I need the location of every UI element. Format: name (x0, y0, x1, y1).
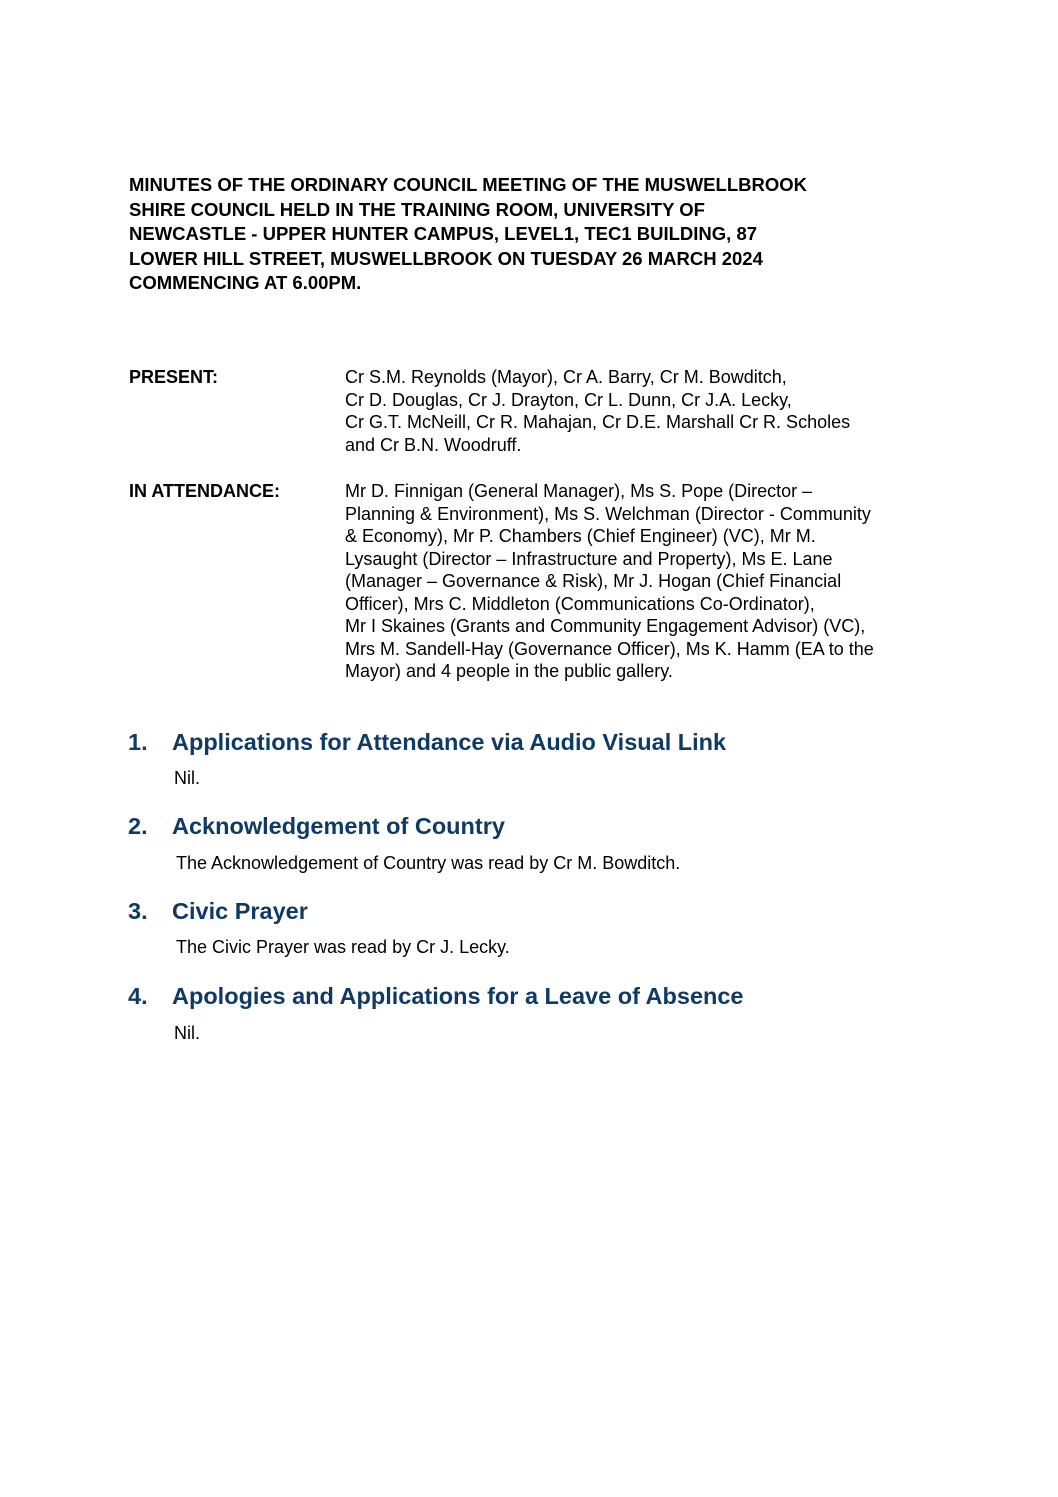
section-title: Apologies and Applications for a Leave of Absence (172, 983, 744, 1009)
section-number: 3. (128, 898, 148, 924)
section-title: Civic Prayer (172, 898, 308, 924)
section-body-2: The Acknowledgement of Country was read by Cr M. Bowditch. (176, 853, 681, 873)
section-heading-1 (128, 728, 726, 756)
section-number: 1. (128, 729, 148, 755)
section-body-3: The Civic Prayer was read by Cr J. Lecky. (176, 937, 510, 957)
attendance-label: IN ATTENDANCE: (129, 481, 280, 501)
section-heading-3 (128, 897, 308, 925)
section-heading-2 (128, 812, 505, 840)
section-heading-4 (128, 982, 744, 1010)
section-body-4: Nil. (174, 1023, 200, 1043)
section-number: 4. (128, 983, 148, 1009)
section-number: 2. (128, 813, 148, 839)
attendance-list: Mr D. Finnigan (General Manager), Ms S. Pope (Director – Planning & Environment), Ms S. Welchman (Director - Community & Economy), Mr P. Chambers (Chief Engineer) (VC), Mr M. Lysaught (Director – Infrastructure and Property), Ms E. Lane (Manager – Governance & Risk), Mr J. Hogan (Chief Financial Officer), Mrs C. Middleton (Communications Co-Ordinator), Mr I Skaines (Grants and Community Engagement Advisor) (VC), Mrs M. Sandell-Hay (Governance Officer), Ms K. Hamm (EA to the Mayor) and 4 people in the public gallery. (345, 481, 874, 681)
section-body-1: Nil. (174, 768, 200, 788)
section-title: Applications for Attendance via Audio Visual Link (172, 729, 727, 755)
page-title: MINUTES OF THE ORDINARY COUNCIL MEETING OF THE MUSWELLBROOK SHIRE COUNCIL HELD IN THE TRAINING ROOM, UNIVERSITY OF NEWCASTLE - UPPER HUNTER CAMPUS, LEVEL1, TEC1 BUILDING, 87 LOWER HILL STREET, MUSWELLBROOK ON TUESDAY 26 MARCH 2024 COMMENCING AT 6.00PM. (129, 174, 807, 294)
present-label: PRESENT: (129, 367, 219, 387)
section-title: Acknowledgement of Country (172, 813, 505, 839)
present-list: Cr S.M. Reynolds (Mayor), Cr A. Barry, Cr M. Bowditch, Cr D. Douglas, Cr J. Drayton, Cr L. Dunn, Cr J.A. Lecky, Cr G.T. McNeill, Cr R. Mahajan, Cr D.E. Marshall Cr R. Scholes and Cr B.N. Woodruff. (345, 367, 851, 455)
